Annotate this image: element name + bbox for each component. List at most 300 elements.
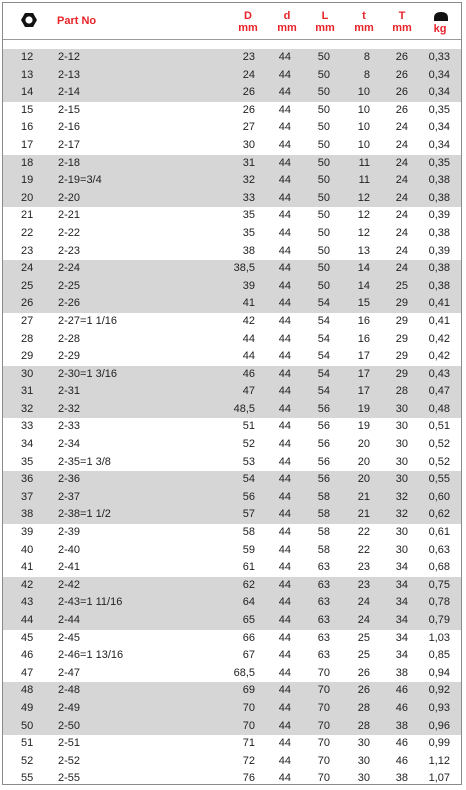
table-row [3, 682, 461, 700]
cell-d: 70 [242, 701, 255, 714]
header-t-unit: mm [354, 22, 374, 34]
header-t-label: t [362, 10, 366, 22]
cell-d: 44 [278, 297, 291, 310]
cell-idx: 44 [21, 614, 34, 626]
cell-t: 26 [357, 684, 370, 697]
cell-kg: 0,35 [428, 156, 450, 169]
cell-t: 26 [395, 51, 408, 63]
cell-t: 34 [395, 578, 408, 591]
table-row [3, 155, 461, 173]
cell-part: 2-29 [58, 350, 81, 363]
cell-t: 46 [395, 701, 408, 714]
cell-t: 28 [395, 385, 408, 398]
cell-d: 44 [278, 473, 291, 486]
cell-part: 2-20 [58, 191, 81, 204]
cell-idx: 21 [21, 209, 34, 222]
cell-part: 2-47 [58, 666, 81, 679]
cell-t: 29 [395, 367, 408, 380]
cell-idx: 29 [21, 350, 34, 363]
cell-part: 2-14 [58, 86, 81, 99]
cell-idx: 43 [21, 596, 34, 609]
cell-t: 28 [357, 719, 370, 732]
cell-l: 50 [317, 191, 330, 204]
cell-kg: 1,12 [428, 754, 450, 767]
cell-part: 2-23 [58, 244, 81, 257]
table-row [3, 700, 461, 718]
cell-t: 16 [357, 314, 370, 327]
cell-t: 25 [357, 649, 370, 662]
cell-idx: 39 [21, 526, 34, 539]
cell-d: 44 [278, 103, 291, 116]
cell-d: 44 [278, 385, 291, 398]
cell-kg: 0,35 [428, 103, 450, 116]
cell-idx: 18 [21, 156, 34, 169]
cell-d: 44 [278, 174, 291, 187]
cell-l: 70 [317, 666, 330, 679]
cell-t: 38 [395, 719, 408, 732]
cell-idx: 27 [21, 314, 34, 327]
cell-t: 30 [395, 543, 408, 556]
cell-kg: 0,96 [428, 719, 450, 732]
cell-kg: 0,62 [428, 508, 450, 521]
cell-idx: 26 [21, 297, 34, 310]
cell-part: 2-44 [58, 614, 81, 626]
cell-t: 32 [395, 508, 408, 521]
cell-t: 24 [395, 209, 408, 222]
cell-l: 50 [317, 174, 330, 187]
cell-kg: 0,63 [428, 543, 450, 556]
cell-l: 54 [317, 367, 330, 380]
cell-part: 2-38=1 1/2 [58, 508, 111, 521]
cell-t: 20 [357, 455, 370, 468]
cell-d: 26 [242, 103, 255, 116]
cell-d: 44 [278, 737, 291, 750]
cell-t: 30 [395, 526, 408, 539]
cell-l: 56 [317, 420, 330, 433]
cell-l: 63 [317, 578, 330, 591]
table-row [3, 770, 461, 788]
cell-t: 11 [358, 156, 370, 169]
cell-t: 46 [395, 684, 408, 697]
table-row [3, 735, 461, 753]
cell-kg: 1,03 [428, 631, 450, 644]
cell-t: 25 [357, 631, 370, 644]
cell-l: 70 [317, 684, 330, 697]
cell-part: 2-52 [58, 754, 81, 767]
cell-kg: 0,68 [428, 561, 450, 574]
cell-part: 2-41 [58, 561, 81, 574]
table-body [3, 49, 461, 788]
cell-t: 22 [357, 543, 370, 556]
table-row [3, 84, 461, 102]
cell-t: 24 [395, 191, 408, 204]
cell-t: 29 [395, 332, 408, 345]
cell-kg: 1,07 [428, 772, 450, 785]
cell-d: 44 [242, 350, 255, 363]
cell-d: 26 [242, 86, 255, 99]
cell-l: 54 [317, 332, 330, 345]
cell-d: 44 [278, 279, 291, 292]
cell-t: 30 [357, 754, 370, 767]
cell-t: 24 [395, 226, 408, 239]
cell-d: 76 [242, 772, 255, 785]
cell-t: 23 [357, 561, 370, 574]
cell-kg: 0,47 [428, 385, 450, 398]
cell-t: 8 [363, 68, 370, 81]
cell-kg: 0,93 [428, 701, 450, 714]
cell-kg: 0,38 [428, 262, 450, 275]
cell-d: 44 [278, 455, 291, 468]
cell-l: 58 [317, 543, 330, 556]
cell-t: 20 [357, 438, 370, 451]
table-row [3, 594, 461, 612]
cell-idx: 30 [21, 367, 34, 380]
cell-d: 67 [242, 649, 255, 662]
cell-d: 46 [242, 367, 255, 380]
cell-d: 44 [278, 332, 291, 345]
cell-idx: 25 [21, 279, 34, 292]
table-row [3, 260, 461, 278]
cell-kg: 0,55 [428, 473, 450, 486]
cell-t: 14 [357, 279, 370, 292]
cell-d: 24 [242, 68, 255, 81]
cell-t: 29 [395, 297, 408, 310]
cell-l: 54 [317, 350, 330, 363]
header-T [390, 10, 414, 34]
cell-kg: 0,34 [428, 68, 450, 81]
cell-part: 2-46=1 13/16 [58, 649, 124, 662]
cell-t: 19 [357, 402, 370, 415]
cell-idx: 46 [21, 649, 34, 662]
cell-idx: 12 [21, 51, 34, 63]
cell-d: 44 [278, 138, 291, 151]
cell-t: 30 [395, 473, 408, 486]
cell-d: 44 [278, 578, 291, 591]
cell-t: 8 [363, 51, 370, 63]
cell-d: 44 [278, 350, 291, 363]
cell-kg: 0,52 [428, 438, 450, 451]
cell-idx: 19 [21, 174, 34, 187]
table-row [3, 383, 461, 401]
cell-kg: 0,42 [428, 332, 450, 345]
cell-kg: 0,41 [428, 297, 450, 310]
cell-idx: 17 [21, 138, 34, 151]
cell-t: 22 [357, 526, 370, 539]
cell-d: 38,5 [233, 262, 255, 275]
table-row [3, 471, 461, 489]
cell-d: 44 [278, 719, 291, 732]
cell-l: 50 [317, 244, 330, 257]
cell-kg: 0,34 [428, 86, 450, 99]
table-row [3, 207, 461, 225]
table-row [3, 559, 461, 577]
cell-t: 46 [395, 754, 408, 767]
cell-d: 44 [278, 209, 291, 222]
cell-t: 30 [395, 455, 408, 468]
cell-d: 44 [278, 701, 291, 714]
cell-kg: 0,79 [428, 614, 450, 626]
cell-idx: 20 [21, 191, 34, 204]
cell-d: 33 [242, 191, 255, 204]
table-row [3, 401, 461, 419]
table-row [3, 647, 461, 665]
cell-t: 26 [357, 666, 370, 679]
cell-l: 63 [317, 631, 330, 644]
cell-d: 41 [242, 297, 255, 310]
cell-t: 34 [395, 614, 408, 626]
cell-d: 44 [278, 121, 291, 134]
cell-part: 2-18 [58, 156, 81, 169]
header-D [236, 10, 260, 34]
cell-d: 53 [242, 455, 255, 468]
cell-d: 72 [242, 754, 255, 767]
cell-t: 14 [357, 262, 370, 275]
cell-idx: 47 [21, 666, 34, 679]
cell-d: 44 [278, 490, 291, 503]
cell-kg: 0,39 [428, 209, 450, 222]
cell-d: 44 [278, 561, 291, 574]
cell-d: 44 [242, 332, 255, 345]
cell-part: 2-12 [58, 51, 81, 63]
cell-d: 27 [242, 121, 255, 134]
cell-d: 59 [242, 543, 255, 556]
cell-t: 25 [395, 279, 408, 292]
cell-t: 30 [357, 772, 370, 785]
cell-t: 29 [395, 314, 408, 327]
cell-d: 31 [242, 156, 255, 169]
parts-table [2, 2, 462, 785]
table-row [3, 278, 461, 296]
cell-t: 34 [395, 596, 408, 609]
cell-d: 54 [242, 473, 255, 486]
cell-part: 2-15 [58, 103, 81, 116]
table-row [3, 418, 461, 436]
cell-l: 58 [317, 508, 330, 521]
cell-part: 2-30=1 3/16 [58, 367, 118, 380]
cell-d: 44 [278, 420, 291, 433]
cell-idx: 52 [21, 754, 34, 767]
cell-l: 63 [317, 596, 330, 609]
header-part-no: Part No [57, 15, 97, 27]
cell-t: 26 [395, 86, 408, 99]
cell-l: 54 [317, 385, 330, 398]
cell-t: 11 [358, 174, 370, 187]
cell-t: 28 [357, 701, 370, 714]
cell-t: 24 [395, 156, 408, 169]
table-row [3, 630, 461, 648]
cell-kg: 0,52 [428, 455, 450, 468]
cell-l: 56 [317, 473, 330, 486]
cell-idx: 28 [21, 332, 34, 345]
cell-d: 44 [278, 649, 291, 662]
cell-t: 34 [395, 631, 408, 644]
hexagon-nut-icon [21, 12, 37, 28]
cell-kg: 0,51 [428, 420, 450, 433]
cell-part: 2-13 [58, 68, 81, 81]
cell-idx: 48 [21, 684, 34, 697]
cell-t: 10 [357, 86, 370, 99]
cell-d: 44 [278, 226, 291, 239]
cell-idx: 50 [21, 719, 34, 732]
cell-l: 50 [317, 138, 330, 151]
table-row [3, 225, 461, 243]
cell-d: 44 [278, 367, 291, 380]
cell-d: 23 [242, 51, 255, 63]
table-row [3, 331, 461, 349]
cell-l: 50 [317, 121, 330, 134]
cell-d: 47 [242, 385, 255, 398]
cell-part: 2-32 [58, 402, 81, 415]
cell-t: 24 [357, 596, 370, 609]
cell-t: 16 [357, 332, 370, 345]
cell-t: 30 [357, 737, 370, 750]
cell-d: 44 [278, 772, 291, 785]
cell-d: 44 [278, 631, 291, 644]
table-row [3, 454, 461, 472]
cell-l: 63 [317, 649, 330, 662]
cell-d: 44 [278, 614, 291, 626]
cell-part: 2-25 [58, 279, 81, 292]
cell-t: 34 [395, 649, 408, 662]
cell-idx: 38 [21, 508, 34, 521]
cell-idx: 22 [21, 226, 34, 239]
cell-d: 38 [242, 244, 255, 257]
cell-t: 21 [357, 490, 370, 503]
table-row [3, 436, 461, 454]
cell-l: 58 [317, 490, 330, 503]
cell-l: 50 [317, 68, 330, 81]
cell-kg: 0,38 [428, 174, 450, 187]
cell-part: 2-21 [58, 209, 81, 222]
cell-l: 50 [317, 262, 330, 275]
cell-d: 44 [278, 51, 291, 63]
cell-t: 34 [395, 561, 408, 574]
cell-d: 56 [242, 490, 255, 503]
cell-t: 26 [395, 103, 408, 116]
cell-t: 30 [395, 438, 408, 451]
cell-part: 2-37 [58, 490, 81, 503]
cell-idx: 32 [21, 402, 34, 415]
cell-d: 44 [278, 596, 291, 609]
header-t [352, 10, 376, 34]
cell-t: 17 [357, 385, 370, 398]
cell-d: 44 [278, 438, 291, 451]
cell-part: 2-42 [58, 578, 81, 591]
cell-kg: 0,42 [428, 350, 450, 363]
cell-part: 2-26 [58, 297, 81, 310]
cell-t: 12 [357, 209, 370, 222]
cell-d: 62 [242, 578, 255, 591]
cell-t: 12 [357, 226, 370, 239]
header-kg-unit: kg [433, 23, 447, 35]
cell-t: 24 [395, 138, 408, 151]
cell-idx: 13 [21, 68, 34, 81]
cell-idx: 14 [21, 86, 34, 99]
cell-idx: 49 [21, 701, 34, 714]
cell-t: 38 [395, 772, 408, 785]
cell-d: 51 [242, 420, 255, 433]
cell-d: 44 [278, 402, 291, 415]
cell-d: 44 [278, 754, 291, 767]
cell-d: 44 [278, 526, 291, 539]
cell-d: 44 [278, 684, 291, 697]
cell-d: 68,5 [233, 666, 255, 679]
table-row [3, 137, 461, 155]
weight-icon [433, 11, 449, 21]
cell-idx: 40 [21, 543, 34, 556]
cell-idx: 42 [21, 578, 34, 591]
cell-t: 17 [357, 367, 370, 380]
cell-l: 54 [317, 314, 330, 327]
header-D-label: D [244, 10, 252, 22]
cell-part: 2-17 [58, 138, 81, 151]
cell-idx: 35 [21, 455, 34, 468]
cell-d: 42 [242, 314, 255, 327]
cell-t: 24 [357, 614, 370, 626]
cell-t: 20 [357, 473, 370, 486]
cell-d: 70 [242, 719, 255, 732]
cell-t: 46 [395, 737, 408, 750]
cell-t: 23 [357, 578, 370, 591]
cell-idx: 23 [21, 244, 34, 257]
cell-idx: 51 [21, 737, 34, 750]
cell-part: 2-39 [58, 526, 81, 539]
table-row [3, 172, 461, 190]
cell-d: 58 [242, 526, 255, 539]
cell-d: 44 [278, 68, 291, 81]
cell-part: 2-40 [58, 543, 81, 556]
cell-part: 2-45 [58, 631, 81, 644]
cell-t: 12 [357, 191, 370, 204]
cell-l: 63 [317, 561, 330, 574]
cell-kg: 0,94 [428, 666, 450, 679]
cell-part: 2-19=3/4 [58, 174, 102, 187]
header-L [313, 10, 337, 34]
table-row [3, 190, 461, 208]
cell-idx: 31 [21, 385, 34, 398]
header-d-unit: mm [277, 22, 297, 34]
cell-idx: 45 [21, 631, 34, 644]
cell-l: 56 [317, 402, 330, 415]
cell-d: 44 [278, 666, 291, 679]
cell-d: 64 [242, 596, 255, 609]
cell-d: 44 [278, 86, 291, 99]
cell-part: 2-31 [58, 385, 81, 398]
cell-t: 19 [357, 420, 370, 433]
cell-d: 61 [242, 561, 255, 574]
cell-d: 32 [242, 174, 255, 187]
cell-kg: 0,38 [428, 191, 450, 204]
table-header [3, 3, 461, 40]
cell-t: 10 [357, 138, 370, 151]
cell-t: 38 [395, 666, 408, 679]
cell-l: 56 [317, 438, 330, 451]
table-row [3, 612, 461, 630]
cell-l: 70 [317, 754, 330, 767]
cell-idx: 55 [21, 772, 34, 785]
cell-d: 48,5 [233, 402, 255, 415]
cell-l: 50 [317, 86, 330, 99]
cell-l: 50 [317, 103, 330, 116]
cell-t: 24 [395, 174, 408, 187]
cell-idx: 33 [21, 420, 34, 433]
cell-kg: 0,43 [428, 367, 450, 380]
cell-part: 2-33 [58, 420, 81, 433]
cell-t: 17 [357, 350, 370, 363]
cell-l: 63 [317, 614, 330, 626]
cell-part: 2-51 [58, 737, 81, 750]
cell-idx: 24 [21, 262, 34, 275]
